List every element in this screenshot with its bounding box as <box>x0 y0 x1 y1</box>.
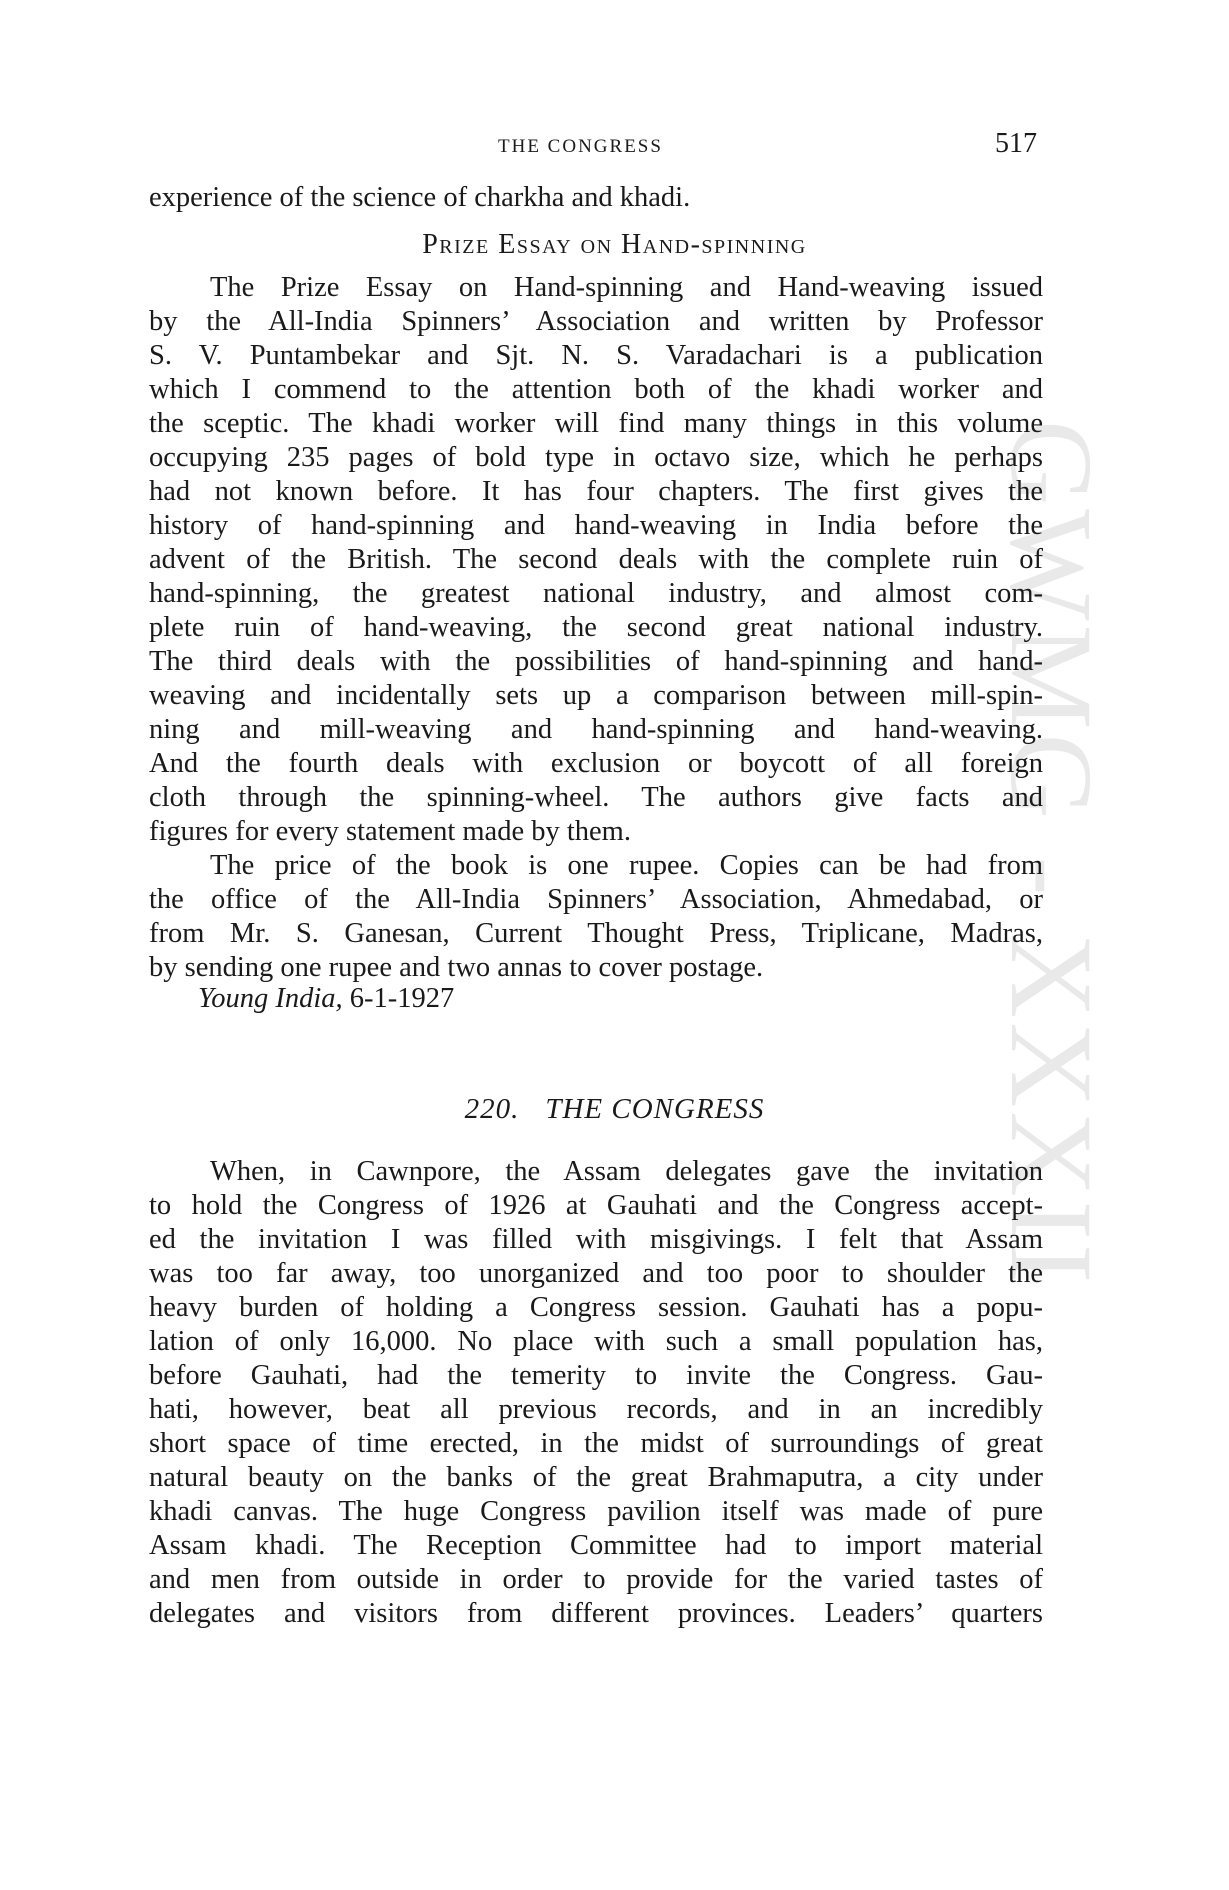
source-publication: Young India, <box>198 983 343 1014</box>
continuation-line: experience of the science of charkha and khadi. <box>149 182 691 213</box>
article-line: Assam khadi. The Reception Committee had to import material <box>149 1530 1043 1561</box>
paragraph-line: weaving and incidentally sets up a comparison between mill-spin- <box>149 680 1043 711</box>
paragraph-line: plete ruin of hand-weaving, the second great national industry. <box>149 612 1043 643</box>
paragraph-line: by the All-India Spinners’ Association and written by Professor <box>149 306 1043 337</box>
article-line: before Gauhati, had the temerity to invite the Congress. Gau- <box>149 1360 1043 1391</box>
paragraph-line: by sending one rupee and two annas to cover postage. <box>149 952 764 983</box>
article-line: hati, however, beat all previous records, and in an incredibly <box>149 1394 1043 1425</box>
article-line: khadi canvas. The huge Congress pavilion itself was made of pure <box>149 1496 1043 1527</box>
paragraph-line: advent of the British. The second deals with the complete ruin of <box>149 544 1043 575</box>
paragraph-line: ning and mill-weaving and hand-spinning and hand-weaving. <box>149 714 1043 745</box>
paragraph-line: history of hand-spinning and hand-weaving in India before the <box>149 510 1043 541</box>
paragraph-line: The third deals with the possibilities of hand-spinning and hand- <box>149 646 1043 677</box>
article-title-text: THE CONGRESS <box>545 1093 765 1125</box>
article-line: delegates and visitors from different provinces. Leaders’ quarters <box>149 1598 1043 1629</box>
article-line: When, in Cawnpore, the Assam delegates gave the invitation <box>210 1156 1043 1187</box>
paragraph-line: And the fourth deals with exclusion or boycott of all foreign <box>149 748 1043 779</box>
source-citation <box>198 983 454 1015</box>
article-line: heavy burden of holding a Congress session. Gauhati has a popu- <box>149 1292 1043 1323</box>
paragraph-line: cloth through the spinning-wheel. The authors give facts and <box>149 782 1043 813</box>
section-heading: Prize Essay on Hand-spinning <box>422 229 807 260</box>
paragraph-line: had not known before. It has four chapters. The first gives the <box>149 476 1043 507</box>
paragraph-line: the office of the All-India Spinners’ Association, Ahmedabad, or <box>149 884 1043 915</box>
article-line: short space of time erected, in the midst of surroundings of great <box>149 1428 1043 1459</box>
article-line: to hold the Congress of 1926 at Gauhati and the Congress accept- <box>149 1190 1043 1221</box>
article-number: 220. <box>464 1093 520 1125</box>
page-number: 517 <box>995 128 1037 159</box>
paragraph-line: The Prize Essay on Hand-spinning and Hand-weaving issued <box>210 272 1043 303</box>
article-line: was too far away, too unorganized and too poor to shoulder the <box>149 1258 1043 1289</box>
article-title <box>0 1093 1229 1126</box>
paragraph-line: the sceptic. The khadi worker will find many things in this volume <box>149 408 1043 439</box>
paragraph-line: The price of the book is one rupee. Copies can be had from <box>210 850 1043 881</box>
paragraph-line: which I commend to the attention both of the khadi worker and <box>149 374 1043 405</box>
paragraph-line: from Mr. S. Ganesan, Current Thought Press, Triplicane, Madras, <box>149 918 1043 949</box>
source-date: 6-1-1927 <box>349 983 455 1014</box>
paragraph-line: occupying 235 pages of bold type in octavo size, which he perhaps <box>149 442 1043 473</box>
running-head: THE CONGRESS <box>498 136 663 157</box>
paragraph-line: figures for every statement made by them. <box>149 816 631 847</box>
article-line: natural beauty on the banks of the great Brahmaputra, a city under <box>149 1462 1043 1493</box>
article-line: lation of only 16,000. No place with such a small population has, <box>149 1326 1043 1357</box>
watermark-text: GWMG - XXXII <box>986 420 1117 1288</box>
article-line: ed the invitation I was filled with misgivings. I felt that Assam <box>149 1224 1043 1255</box>
paragraph-line: hand-spinning, the greatest national industry, and almost com- <box>149 578 1043 609</box>
paragraph-line: S. V. Puntambekar and Sjt. N. S. Varadachari is a publication <box>149 340 1043 371</box>
article-line: and men from outside in order to provide for the varied tastes of <box>149 1564 1043 1595</box>
